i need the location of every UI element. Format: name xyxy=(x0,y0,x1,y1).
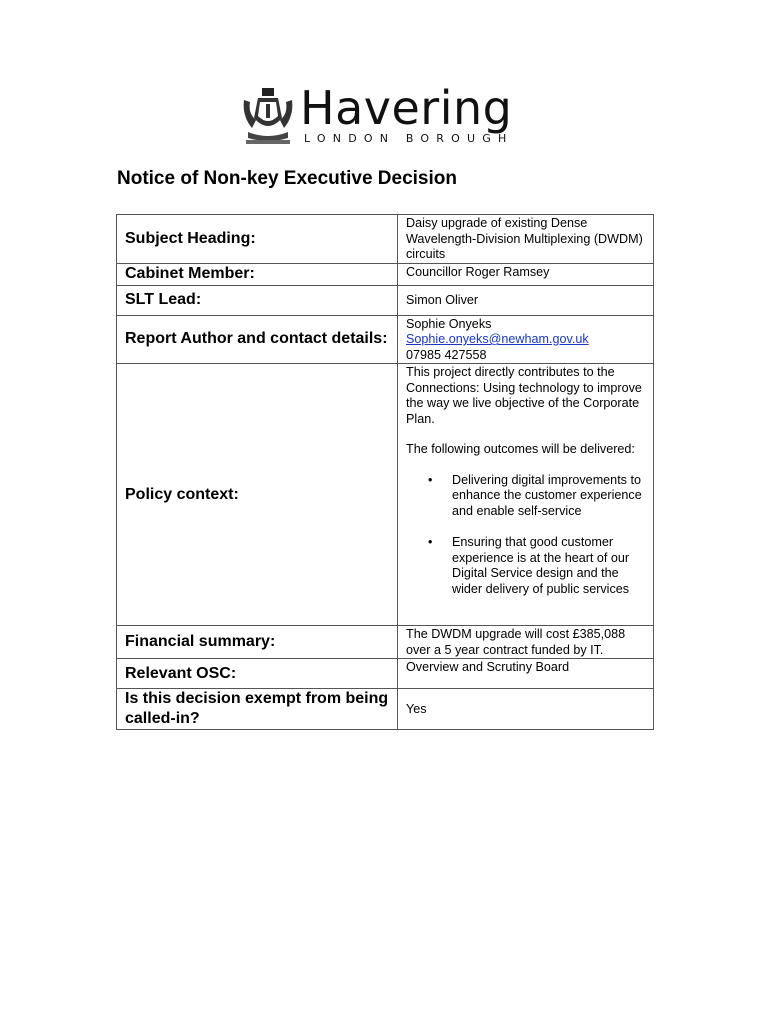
exempt-label: Is this decision exempt from being called-in? xyxy=(117,689,398,730)
cabinet-member-value: Councillor Roger Ramsey xyxy=(398,263,654,285)
table-row xyxy=(117,689,654,730)
havering-logo xyxy=(240,81,530,152)
table-row xyxy=(117,659,654,689)
page-title: Notice of Non-key Executive Decision xyxy=(117,168,457,189)
bullet-icon: • xyxy=(428,535,433,549)
relevant-osc-value: Overview and Scrutiny Board xyxy=(398,659,654,689)
list-item: • Ensuring that good customer experience is at the heart of our Digital Service design and the wider delivery of public services xyxy=(428,535,630,596)
table-row xyxy=(117,626,654,659)
table-row xyxy=(117,315,654,364)
outcomes-list xyxy=(406,473,645,598)
subject-heading-value: Daisy upgrade of existing Dense Wavelength-Division Multiplexing (DWDM) circuits xyxy=(398,215,654,264)
relevant-osc-label: Relevant OSC: xyxy=(117,659,398,689)
financial-summary-value: The DWDM upgrade will cost £385,088 over a 5 year contract funded by IT. xyxy=(398,626,654,659)
table-row xyxy=(117,364,654,626)
policy-context-value xyxy=(398,364,654,626)
bullet-icon: • xyxy=(428,472,433,487)
cabinet-member-label: Cabinet Member: xyxy=(117,263,398,285)
financial-summary-label: Financial summary: xyxy=(117,626,398,659)
exempt-value: Yes xyxy=(398,689,654,730)
author-name: Sophie Onyeks xyxy=(406,316,492,331)
policy-intro: This project directly contributes to the Connections: Using technology to improve the way we live objective of the Corporate Plan. xyxy=(406,365,642,426)
list-item: • Delivering digital improvements to enhance the customer experience and enable self-service xyxy=(428,472,642,518)
table-row xyxy=(117,285,654,315)
policy-outcomes-intro: The following outcomes will be delivered: xyxy=(406,442,635,456)
slt-lead-label: SLT Lead: xyxy=(117,285,398,315)
table-row xyxy=(117,215,654,264)
decision-table xyxy=(116,214,654,730)
report-author-value xyxy=(398,315,654,364)
report-author-label: Report Author and contact details: xyxy=(117,315,398,364)
author-email-link[interactable]: Sophie.onyeks@newham.gov.uk xyxy=(406,332,589,346)
slt-lead-value: Simon Oliver xyxy=(398,285,654,315)
table-row xyxy=(117,263,654,285)
logo-subtitle: LONDON BOROUGH xyxy=(304,132,514,145)
author-phone: 07985 427558 xyxy=(406,347,487,362)
subject-heading-label: Subject Heading: xyxy=(117,215,398,264)
logo-wordmark: Havering xyxy=(300,81,513,135)
borough-crest-icon xyxy=(240,86,296,148)
policy-context-label: Policy context: xyxy=(117,364,398,626)
